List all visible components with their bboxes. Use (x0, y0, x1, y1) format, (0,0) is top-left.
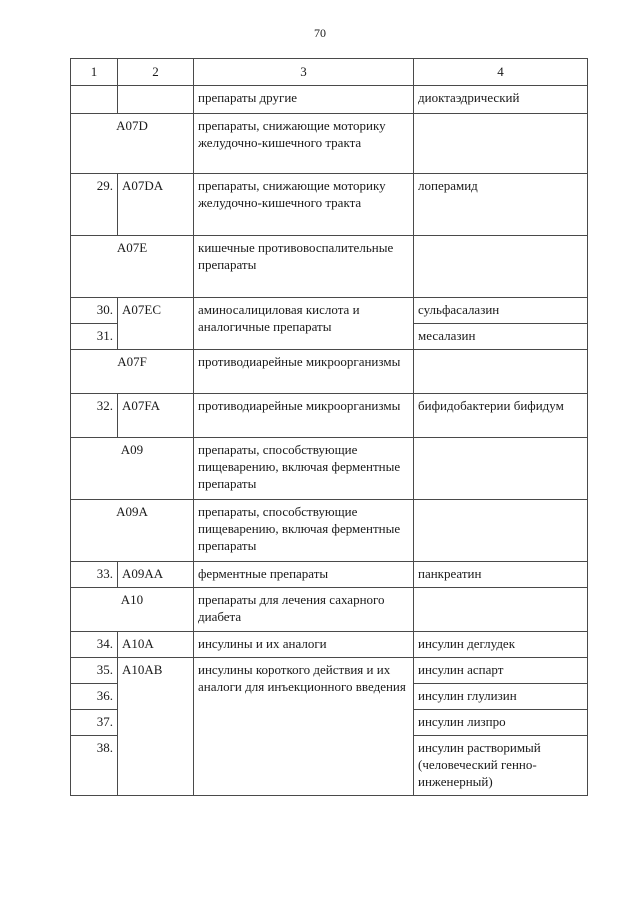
group-description: инсулины короткого действия и их аналоги для инъекционного введения (194, 658, 414, 796)
atc-group-code: A09A (71, 500, 194, 562)
table-row (71, 394, 588, 438)
row-number: 29. (71, 174, 118, 236)
table-row-group (71, 588, 588, 632)
row-number (71, 86, 118, 114)
atc-code: A10AB (118, 658, 194, 796)
header-cell-1: 1 (71, 59, 118, 86)
row-number: 30. (71, 298, 118, 324)
row-number: 34. (71, 632, 118, 658)
group-description: кишечные противовоспалительные препараты (194, 236, 414, 298)
drug-name (414, 500, 588, 562)
header-cell-2: 2 (118, 59, 194, 86)
table-row-group (71, 236, 588, 298)
drug-name: диоктаэдрический (414, 86, 588, 114)
atc-code: A07EC (118, 298, 194, 350)
atc-group-code: A10 (71, 588, 194, 632)
drug-name: инсулин лизпро (414, 710, 588, 736)
drug-name: месалазин (414, 324, 588, 350)
atc-code (118, 86, 194, 114)
group-description: препараты, снижающие моторику желудочно-кишечного тракта (194, 114, 414, 174)
group-description: противодиарейные микроорганизмы (194, 350, 414, 394)
group-description: препараты, снижающие моторику желудочно-кишечного тракта (194, 174, 414, 236)
header-cell-3: 3 (194, 59, 414, 86)
atc-group-code: A07D (71, 114, 194, 174)
page-number: 70 (314, 26, 326, 40)
atc-group-code: A07F (71, 350, 194, 394)
group-description: ферментные препараты (194, 562, 414, 588)
table-row-group (71, 438, 588, 500)
row-number: 38. (71, 736, 118, 796)
drug-name: инсулин аспарт (414, 658, 588, 684)
table-row (71, 632, 588, 658)
drug-name: инсулин растворимый (человеческий генно-инженерный) (414, 736, 588, 796)
drug-name (414, 438, 588, 500)
table-row (71, 562, 588, 588)
group-description: препараты, способствующие пищеварению, включая ферментные препараты (194, 438, 414, 500)
table-row-group (71, 114, 588, 174)
row-number: 33. (71, 562, 118, 588)
header-row (71, 59, 588, 86)
drug-name (414, 236, 588, 298)
drug-name (414, 588, 588, 632)
table-row (71, 174, 588, 236)
atc-code: A07DA (118, 174, 194, 236)
row-number: 36. (71, 684, 118, 710)
atc-group-code: A07E (71, 236, 194, 298)
table-row-group (71, 350, 588, 394)
table-row (71, 658, 588, 684)
group-description: препараты для лечения сахарного диабета (194, 588, 414, 632)
drug-name: панкреатин (414, 562, 588, 588)
table-row-group (71, 500, 588, 562)
group-description: противодиарейные микроорганизмы (194, 394, 414, 438)
drug-table (70, 58, 588, 796)
atc-code: A09AA (118, 562, 194, 588)
table-row (71, 298, 588, 324)
row-number: 31. (71, 324, 118, 350)
atc-code: A07FA (118, 394, 194, 438)
group-description: препараты, способствующие пищеварению, включая ферментные препараты (194, 500, 414, 562)
atc-code: A10A (118, 632, 194, 658)
row-number: 37. (71, 710, 118, 736)
atc-group-code: A09 (71, 438, 194, 500)
group-description: инсулины и их аналоги (194, 632, 414, 658)
row-number: 32. (71, 394, 118, 438)
drug-name (414, 350, 588, 394)
drug-name: лоперамид (414, 174, 588, 236)
header-cell-4: 4 (414, 59, 588, 86)
drug-name (414, 114, 588, 174)
table-row (71, 86, 588, 114)
drug-name: инсулин деглудек (414, 632, 588, 658)
drug-name: сульфасалазин (414, 298, 588, 324)
group-description: аминосалициловая кислота и аналогичные препараты (194, 298, 414, 350)
drug-name: бифидобактерии бифидум (414, 394, 588, 438)
drug-name: инсулин глулизин (414, 684, 588, 710)
row-number: 35. (71, 658, 118, 684)
group-description: препараты другие (194, 86, 414, 114)
